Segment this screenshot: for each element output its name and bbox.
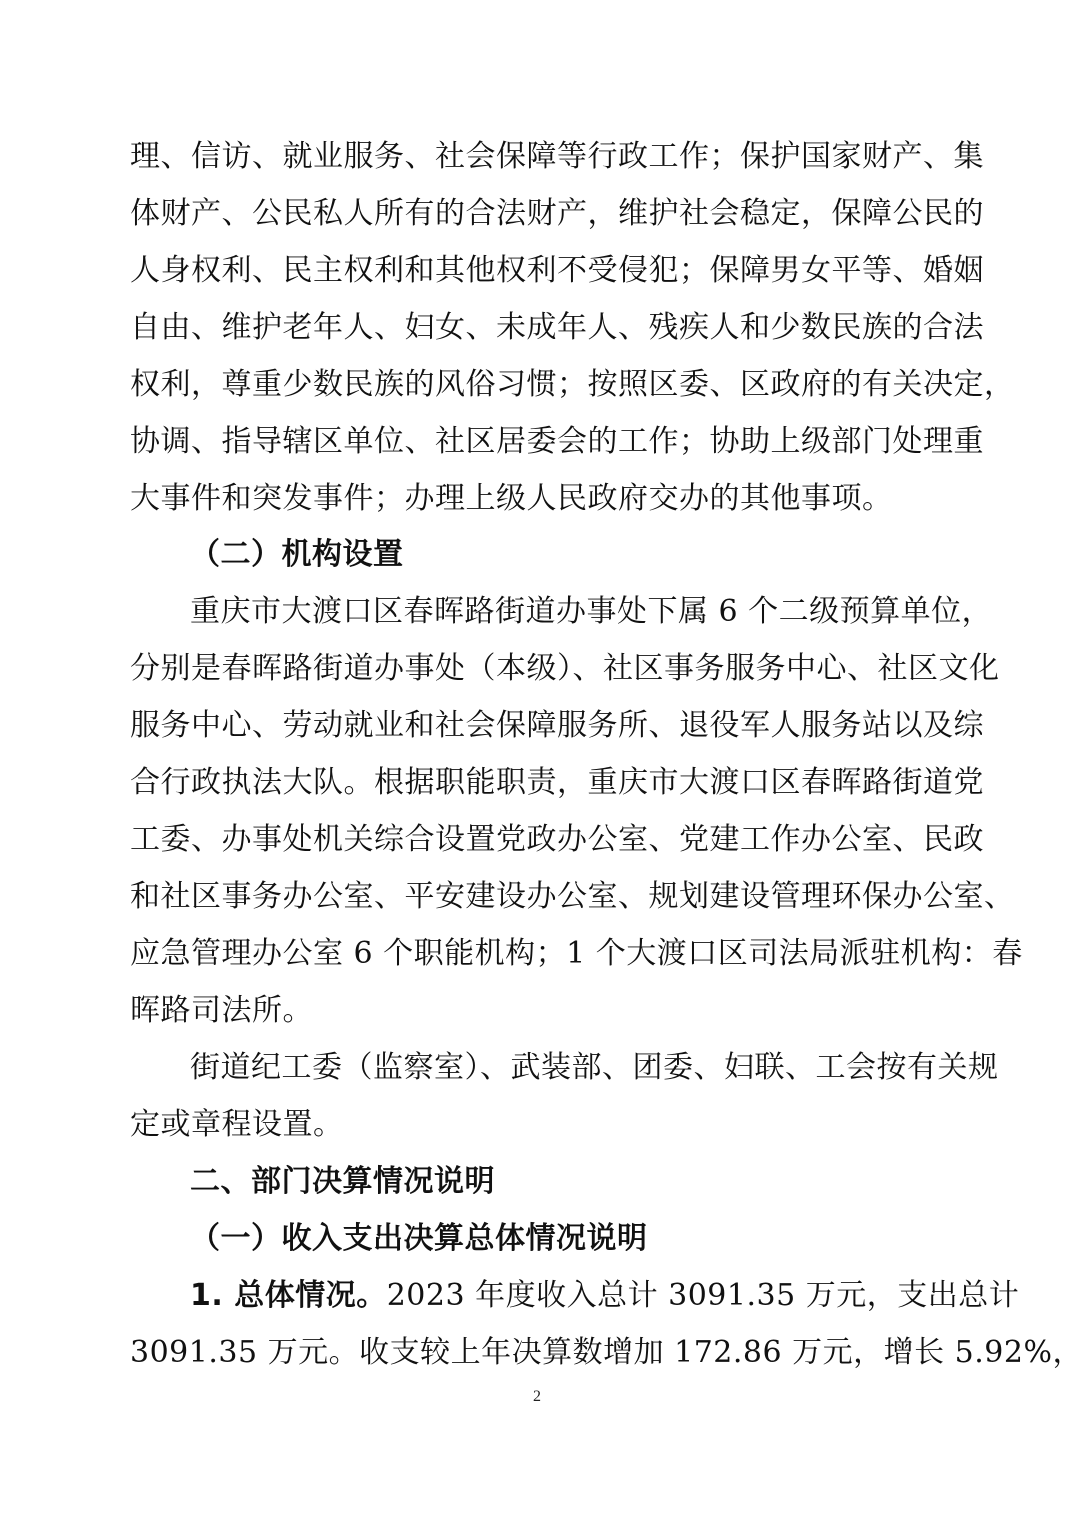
text-line: 分别是春晖路街道办事处（本级）、社区事务服务中心、社区文化	[130, 651, 1000, 686]
text-line: 晖路司法所。	[130, 993, 313, 1028]
text-line: 定或章程设置。	[130, 1107, 344, 1142]
text-line: 人身权利、民主权利和其他权利不受侵犯；保障男女平等、婚姻	[130, 253, 984, 288]
text-line: 应急管理办公室 6 个职能机构；1 个大渡口区司法局派驻机构：春	[130, 936, 1023, 971]
text-line: 理、信访、就业服务、社会保障等行政工作；保护国家财产、集	[130, 139, 984, 174]
text-line: 协调、指导辖区单位、社区居委会的工作；协助上级部门处理重	[130, 424, 984, 459]
text-line: 3091.35 万元。收支较上年决算数增加 172.86 万元，增长 5.92%，	[130, 1335, 1083, 1370]
text-line: 重庆市大渡口区春晖路街道办事处下属 6 个二级预算单位，	[190, 594, 993, 629]
text-line: 合行政执法大队。根据职能职责，重庆市大渡口区春晖路街道党	[130, 765, 984, 800]
page-number: 2	[533, 1388, 541, 1405]
text-line	[190, 1276, 1020, 1316]
text-line: 权利，尊重少数民族的风俗习惯；按照区委、区政府的有关决定，	[130, 367, 1015, 402]
section-heading-org-setup: （二）机构设置	[190, 537, 404, 572]
text-line: 街道纪工委（监察室）、武装部、团委、妇联、工会按有关规	[190, 1050, 999, 1085]
text-line: 服务中心、劳动就业和社会保障服务所、退役军人服务站以及综	[130, 708, 984, 743]
text-line: 自由、维护老年人、妇女、未成年人、残疾人和少数民族的合法	[130, 310, 984, 345]
section-heading-income-expense: （一）收入支出决算总体情况说明	[190, 1221, 648, 1256]
text-line: 体财产、公民私人所有的合法财产，维护社会稳定，保障公民的	[130, 196, 984, 231]
overall-situation-label: 1. 总体情况。	[190, 1278, 387, 1313]
overall-situation-text: 2023 年度收入总计 3091.35 万元，支出总计	[386, 1278, 1020, 1313]
section-heading-dept-accounts: 二、部门决算情况说明	[190, 1164, 495, 1199]
text-line: 工委、办事处机关综合设置党政办公室、党建工作办公室、民政	[130, 822, 984, 857]
text-line: 和社区事务办公室、平安建设办公室、规划建设管理环保办公室、	[130, 879, 1015, 914]
text-line: 大事件和突发事件；办理上级人民政府交办的其他事项。	[130, 481, 893, 516]
